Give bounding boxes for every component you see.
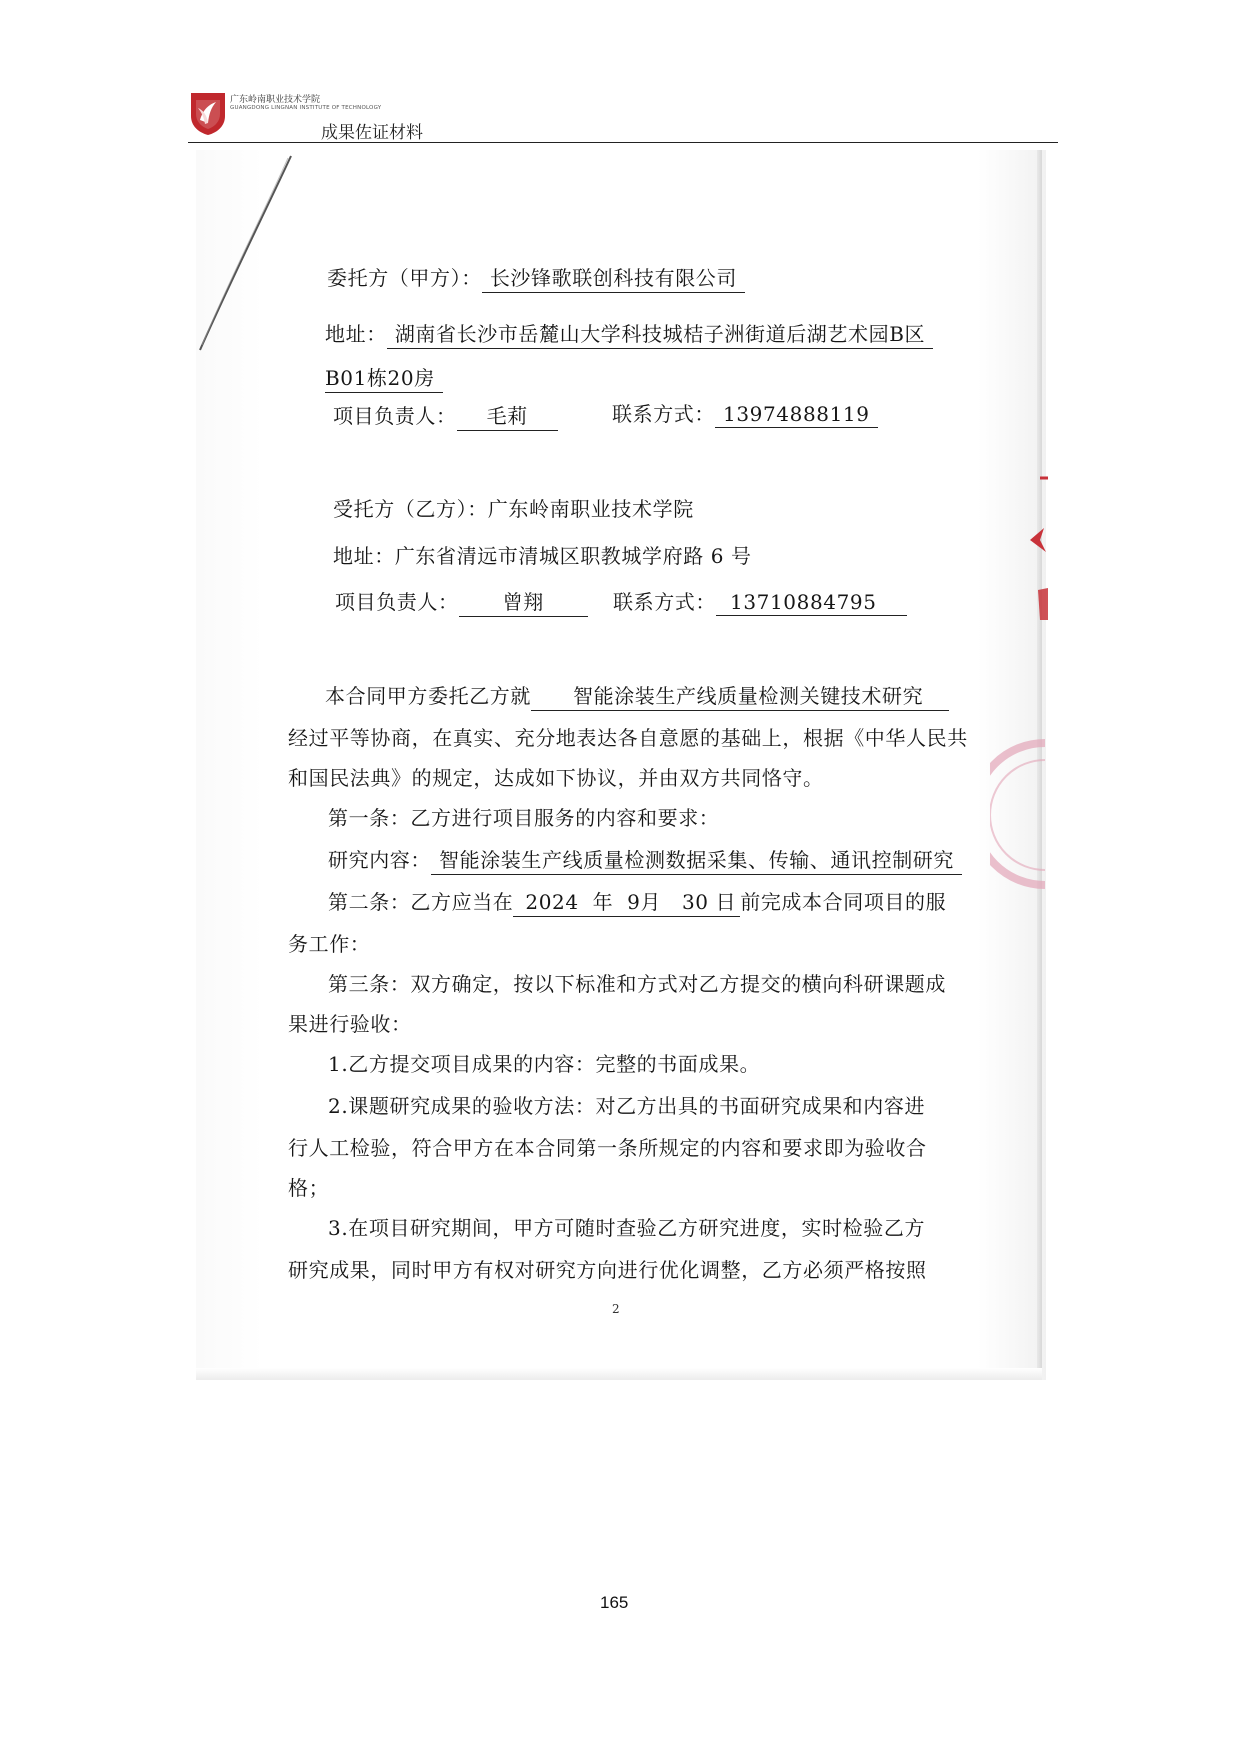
item-2-line-1: 2.课题研究成果的验收方法：对乙方出具的书面研究成果和内容进 — [328, 1094, 926, 1118]
header-divider — [188, 142, 1058, 143]
party-b-contact-line — [613, 586, 907, 616]
scan-pen-mark-icon — [196, 150, 296, 360]
article-2-text: 第二条：乙方应当在 — [328, 890, 514, 914]
item-2-line-2: 行人工检验，符合甲方在本合同第一条所规定的内容和要求即为验收合 — [288, 1136, 927, 1160]
project-title: 智能涂装生产线质量检测关键技术研究 — [531, 680, 949, 711]
party-a-label: 委托方（甲方）： — [327, 266, 482, 290]
party-b-leader-label: 项目负责人： — [335, 590, 459, 614]
party-a-address-line — [325, 318, 933, 349]
party-b-address: 广东省清远市清城区职教城学府路 6 号 — [394, 544, 752, 568]
deadline-year-char: 年 — [592, 890, 614, 914]
article-1-heading: 第一条：乙方进行项目服务的内容和要求： — [328, 806, 720, 830]
college-logo-icon — [188, 90, 228, 136]
party-b-line — [333, 493, 694, 522]
article-2-text-post: 前完成本合同项目的服 — [740, 890, 947, 914]
college-logo-text — [230, 96, 381, 112]
party-a-contact-line — [612, 398, 878, 428]
deadline-year: 2024 — [525, 890, 579, 914]
party-a-leader-label: 项目负责人： — [333, 404, 457, 428]
item-3-line-1: 3.在项目研究期间，甲方可随时查验乙方研究进度，实时检验乙方 — [328, 1216, 926, 1240]
item-2-line-3: 格； — [288, 1176, 330, 1200]
scan-page-number: 2 — [612, 1302, 620, 1316]
scan-bottom-shadow — [196, 1368, 1042, 1380]
party-a-leader: 毛莉 — [457, 400, 558, 431]
intro-text: 本合同甲方委托乙方就 — [325, 684, 531, 708]
red-seal-fragment-icon — [1000, 470, 1050, 650]
page-header — [188, 86, 1058, 146]
party-a-address: 湖南省长沙市岳麓山大学科技城桔子洲街道后湖艺术园B区 — [387, 318, 933, 349]
research-content: 智能涂装生产线质量检测数据采集、传输、通讯控制研究 — [431, 844, 962, 875]
logo-english-name: GUANGDONG LINGNAN INSTITUTE OF TECHNOLOGY — [230, 105, 382, 111]
intro-line-3: 和国民法典》的规定，达成如下协议，并由双方共同恪守。 — [288, 766, 824, 790]
article-2-line-1 — [328, 886, 946, 917]
party-a-address-label: 地址： — [325, 322, 387, 346]
intro-line-2: 经过平等协商，在真实、充分地表达各自意愿的基础上，根据《中华人民共 — [288, 726, 968, 750]
party-b-name: 广东岭南职业技术学院 — [487, 497, 694, 521]
party-b-address-line — [333, 540, 752, 569]
logo-chinese-name: 广东岭南职业技术学院 — [230, 95, 321, 105]
research-content-line — [328, 844, 962, 875]
party-a-name: 长沙锋歌联创科技有限公司 — [482, 262, 745, 293]
header-title: 成果佐证材料 — [321, 123, 423, 143]
party-b-contact-label: 联系方式： — [613, 590, 716, 614]
deadline-month: 9月 — [627, 890, 662, 914]
faint-seal-ring-icon — [990, 735, 1045, 895]
article-3-line-1: 第三条：双方确定，按以下标准和方式对乙方提交的横向科研课题成 — [328, 972, 946, 996]
research-content-label: 研究内容： — [328, 848, 431, 872]
party-a-contact-label: 联系方式： — [612, 402, 715, 426]
deadline-day: 30 — [681, 890, 709, 914]
item-3-line-2: 研究成果，同时甲方有权对研究方向进行优化调整，乙方必须严格按照 — [288, 1258, 927, 1282]
party-b-leader-line — [335, 586, 588, 617]
party-b-label: 受托方（乙方）： — [333, 497, 488, 521]
party-a-line — [327, 262, 745, 293]
deadline-date — [513, 886, 740, 917]
intro-line-1 — [325, 680, 949, 711]
article-3-line-2: 果进行验收： — [288, 1012, 412, 1036]
article-2-line-2: 务工作： — [288, 932, 371, 956]
party-b-address-label: 地址： — [333, 544, 395, 568]
party-a-contact: 13974888119 — [715, 402, 878, 428]
party-a-address-line2 — [325, 362, 443, 393]
party-a-address-cont: B01栋20房 — [325, 362, 443, 393]
deadline-day-char: 日 — [715, 890, 737, 914]
page-number: 165 — [600, 1593, 629, 1612]
party-b-contact: 13710884795 — [716, 590, 907, 616]
party-b-leader: 曾翔 — [459, 586, 588, 617]
item-1: 1.乙方提交项目成果的内容：完整的书面成果。 — [328, 1052, 761, 1076]
party-a-leader-line — [333, 400, 558, 431]
